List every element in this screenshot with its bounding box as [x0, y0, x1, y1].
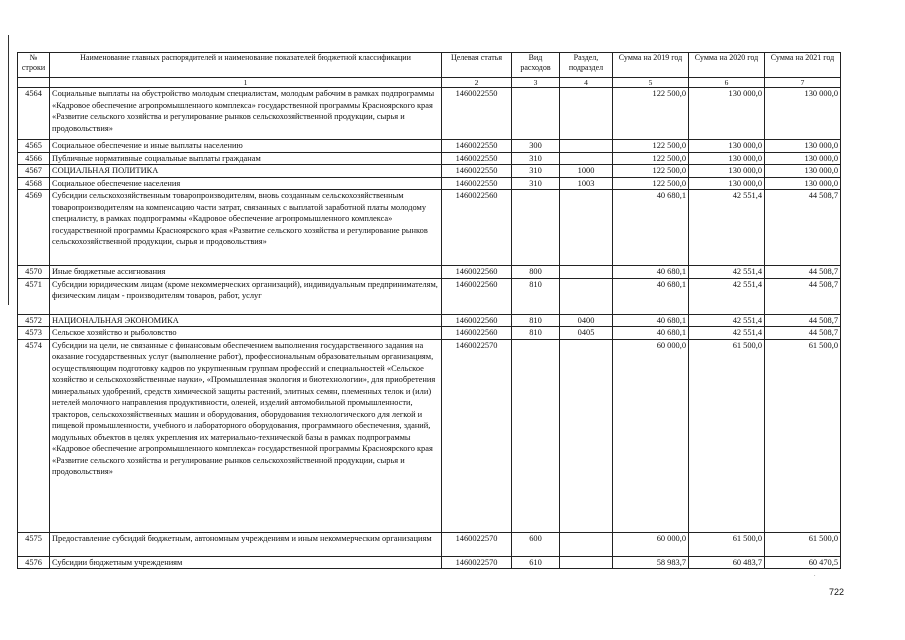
row-section — [560, 140, 613, 153]
row-number: 4565 — [18, 140, 50, 153]
row-number: 4568 — [18, 177, 50, 190]
row-sum-2019: 40 680,1 — [613, 278, 689, 314]
column-number: 7 — [765, 78, 841, 88]
row-target-code: 1460022550 — [442, 140, 512, 153]
row-sum-2019: 40 680,1 — [613, 190, 689, 266]
row-sum-2021: 44 508,7 — [765, 327, 841, 340]
row-name: Сельское хозяйство и рыболовство — [50, 327, 442, 340]
row-sum-2021: 130 000,0 — [765, 88, 841, 140]
row-target-code: 1460022550 — [442, 165, 512, 178]
column-number: 5 — [613, 78, 689, 88]
row-sum-2019: 40 680,1 — [613, 266, 689, 279]
row-number: 4573 — [18, 327, 50, 340]
row-target-code: 1460022560 — [442, 190, 512, 266]
row-name: Субсидии бюджетным учреждениям — [50, 556, 442, 569]
table-row — [18, 190, 841, 266]
header-sum-2019: Сумма на 2019 год — [613, 53, 689, 78]
row-sum-2020: 130 000,0 — [689, 165, 765, 178]
row-number: 4566 — [18, 152, 50, 165]
row-section — [560, 266, 613, 279]
row-expense-type: 810 — [512, 327, 560, 340]
row-number: 4572 — [18, 314, 50, 327]
row-name: Социальное обеспечение населения — [50, 177, 442, 190]
row-sum-2020: 130 000,0 — [689, 177, 765, 190]
column-number: 3 — [512, 78, 560, 88]
row-sum-2020: 42 551,4 — [689, 266, 765, 279]
row-sum-2020: 130 000,0 — [689, 152, 765, 165]
table-row — [18, 339, 841, 532]
column-number — [18, 78, 50, 88]
budget-table — [17, 52, 841, 569]
row-number: 4567 — [18, 165, 50, 178]
row-number: 4569 — [18, 190, 50, 266]
table-row — [18, 532, 841, 556]
row-sum-2020: 42 551,4 — [689, 278, 765, 314]
row-sum-2020: 60 483,7 — [689, 556, 765, 569]
header-section: Раздел, подраздел — [560, 53, 613, 78]
table-row — [18, 278, 841, 314]
row-sum-2019: 122 500,0 — [613, 152, 689, 165]
row-section — [560, 278, 613, 314]
row-name: СОЦИАЛЬНАЯ ПОЛИТИКА — [50, 165, 442, 178]
row-target-code: 1460022550 — [442, 152, 512, 165]
column-number-row — [18, 78, 841, 88]
table-row — [18, 314, 841, 327]
row-sum-2021: 61 500,0 — [765, 339, 841, 532]
row-number: 4576 — [18, 556, 50, 569]
row-expense-type: 810 — [512, 278, 560, 314]
row-sum-2020: 130 000,0 — [689, 140, 765, 153]
row-section — [560, 88, 613, 140]
row-name: НАЦИОНАЛЬНАЯ ЭКОНОМИКА — [50, 314, 442, 327]
row-name: Публичные нормативные социальные выплаты гражданам — [50, 152, 442, 165]
header-row-number: № строки — [18, 53, 50, 78]
row-sum-2020: 61 500,0 — [689, 532, 765, 556]
row-sum-2021: 44 508,7 — [765, 314, 841, 327]
row-sum-2019: 122 500,0 — [613, 177, 689, 190]
row-number: 4574 — [18, 339, 50, 532]
row-sum-2021: 60 470,5 — [765, 556, 841, 569]
row-expense-type: 310 — [512, 165, 560, 178]
row-section: 1000 — [560, 165, 613, 178]
row-name: Социальное обеспечение и иные выплаты населению — [50, 140, 442, 153]
column-number: 4 — [560, 78, 613, 88]
row-sum-2021: 44 508,7 — [765, 266, 841, 279]
header-sum-2020: Сумма на 2020 год — [689, 53, 765, 78]
row-sum-2019: 122 500,0 — [613, 165, 689, 178]
column-number: 6 — [689, 78, 765, 88]
row-section — [560, 532, 613, 556]
row-target-code: 1460022560 — [442, 266, 512, 279]
row-expense-type: 810 — [512, 314, 560, 327]
row-number: 4570 — [18, 266, 50, 279]
row-sum-2021: 130 000,0 — [765, 152, 841, 165]
row-sum-2019: 40 680,1 — [613, 314, 689, 327]
row-sum-2020: 42 551,4 — [689, 314, 765, 327]
row-sum-2019: 58 983,7 — [613, 556, 689, 569]
row-target-code: 1460022550 — [442, 177, 512, 190]
row-expense-type: 300 — [512, 140, 560, 153]
column-number: 1 — [50, 78, 442, 88]
row-section — [560, 556, 613, 569]
row-sum-2021: 61 500,0 — [765, 532, 841, 556]
table-row — [18, 165, 841, 178]
row-target-code: 1460022570 — [442, 556, 512, 569]
row-expense-type: 800 — [512, 266, 560, 279]
table-row — [18, 140, 841, 153]
row-sum-2019: 122 500,0 — [613, 88, 689, 140]
row-number: 4564 — [18, 88, 50, 140]
row-expense-type: 610 — [512, 556, 560, 569]
row-number: 4571 — [18, 278, 50, 314]
row-sum-2020: 42 551,4 — [689, 327, 765, 340]
row-name: Субсидии на цели, не связанные с финансовым обеспечением выполнения государственного задания на оказание государственных услуг (выполнение работ), профессиональным образовательным организациям, осуществляющим подготовку кадров по укрупненным группам профессий и специальностей «Сельское хозяйство и сельскохозяйственные науки», «Промышленная экология и биотехнологии», для приобретения минеральных удобрений, средств химической защиты растений, элитных семян, племенных телок и (или) нетелей молочного направления продуктивности, оленей, изделий автомобильной промышленности, тракторов, сельскохозяйственных машин и оборудования, оборудования технологического для легкой и пищевой промышленности, учебного и лабораторного оборудования, программного обеспечения, зданий, модульных объектов в целях укрепления их материально-технической базы в рамках подпрограммы «Кадровое обеспечение агропромышленного комплекса» государственной программы Красноярского края «Развитие сельского хозяйства и регулирование рынков сельскохозяйственной продукции, сырья и продовольствия» — [50, 339, 442, 532]
header-row — [18, 53, 841, 78]
row-section: 0405 — [560, 327, 613, 340]
row-section: 1003 — [560, 177, 613, 190]
row-section: 0400 — [560, 314, 613, 327]
scan-mark: . — [814, 572, 816, 578]
row-sum-2020: 61 500,0 — [689, 339, 765, 532]
row-target-code: 1460022550 — [442, 88, 512, 140]
header-sum-2021: Сумма на 2021 год — [765, 53, 841, 78]
table-row — [18, 327, 841, 340]
row-sum-2019: 60 000,0 — [613, 532, 689, 556]
row-sum-2021: 130 000,0 — [765, 140, 841, 153]
table-row — [18, 88, 841, 140]
row-sum-2019: 122 500,0 — [613, 140, 689, 153]
row-sum-2021: 130 000,0 — [765, 165, 841, 178]
row-sum-2021: 130 000,0 — [765, 177, 841, 190]
row-name: Предоставление субсидий бюджетным, автономным учреждениям и иным некоммерческим организациям — [50, 532, 442, 556]
row-expense-type — [512, 339, 560, 532]
row-target-code: 1460022570 — [442, 339, 512, 532]
row-target-code: 1460022570 — [442, 532, 512, 556]
margin-rule — [8, 35, 9, 305]
row-expense-type: 310 — [512, 177, 560, 190]
page-number: 722 — [829, 587, 845, 597]
table-row — [18, 177, 841, 190]
row-target-code: 1460022560 — [442, 278, 512, 314]
column-number: 2 — [442, 78, 512, 88]
row-section — [560, 339, 613, 532]
table-row — [18, 556, 841, 569]
row-expense-type — [512, 88, 560, 140]
row-sum-2019: 40 680,1 — [613, 327, 689, 340]
row-name: Субсидии сельскохозяйственным товаропроизводителям, вновь созданным сельскохозяйственным товаропроизводителям на компенсацию части затрат, связанных с выплатой заработной платы молодому специалисту, в рамках подпрограммы «Кадровое обеспечение агропромышленного комплекса» государственной программы Красноярского края «Развитие сельского хозяйства и регулирование рынков сельскохозяйственной продукции, сырья и продовольствия» — [50, 190, 442, 266]
header-target-code: Целевая статья — [442, 53, 512, 78]
row-section — [560, 190, 613, 266]
row-name: Субсидии юридическим лицам (кроме некоммерческих организаций), индивидуальным предпринимателям, физическим лицам - производителям товаров, работ, услуг — [50, 278, 442, 314]
row-sum-2020: 130 000,0 — [689, 88, 765, 140]
table-row — [18, 266, 841, 279]
row-section — [560, 152, 613, 165]
header-name: Наименование главных распорядителей и наименование показателей бюджетной классификации — [50, 53, 442, 78]
row-name: Иные бюджетные ассигнования — [50, 266, 442, 279]
row-sum-2021: 44 508,7 — [765, 190, 841, 266]
row-expense-type: 600 — [512, 532, 560, 556]
row-target-code: 1460022560 — [442, 327, 512, 340]
row-sum-2020: 42 551,4 — [689, 190, 765, 266]
row-name: Социальные выплаты на обустройство молодым специалистам, молодым рабочим в рамках подпрограммы «Кадровое обеспечение агропромышленного комплекса» государственной программы Красноярского края «Развитие сельского хозяйства и регулирование рынков сельскохозяйственной продукции, сырья и продовольствия» — [50, 88, 442, 140]
header-expense-type: Вид расходов — [512, 53, 560, 78]
table-row — [18, 152, 841, 165]
row-expense-type: 310 — [512, 152, 560, 165]
row-number: 4575 — [18, 532, 50, 556]
row-sum-2021: 44 508,7 — [765, 278, 841, 314]
row-expense-type — [512, 190, 560, 266]
row-target-code: 1460022560 — [442, 314, 512, 327]
row-sum-2019: 60 000,0 — [613, 339, 689, 532]
